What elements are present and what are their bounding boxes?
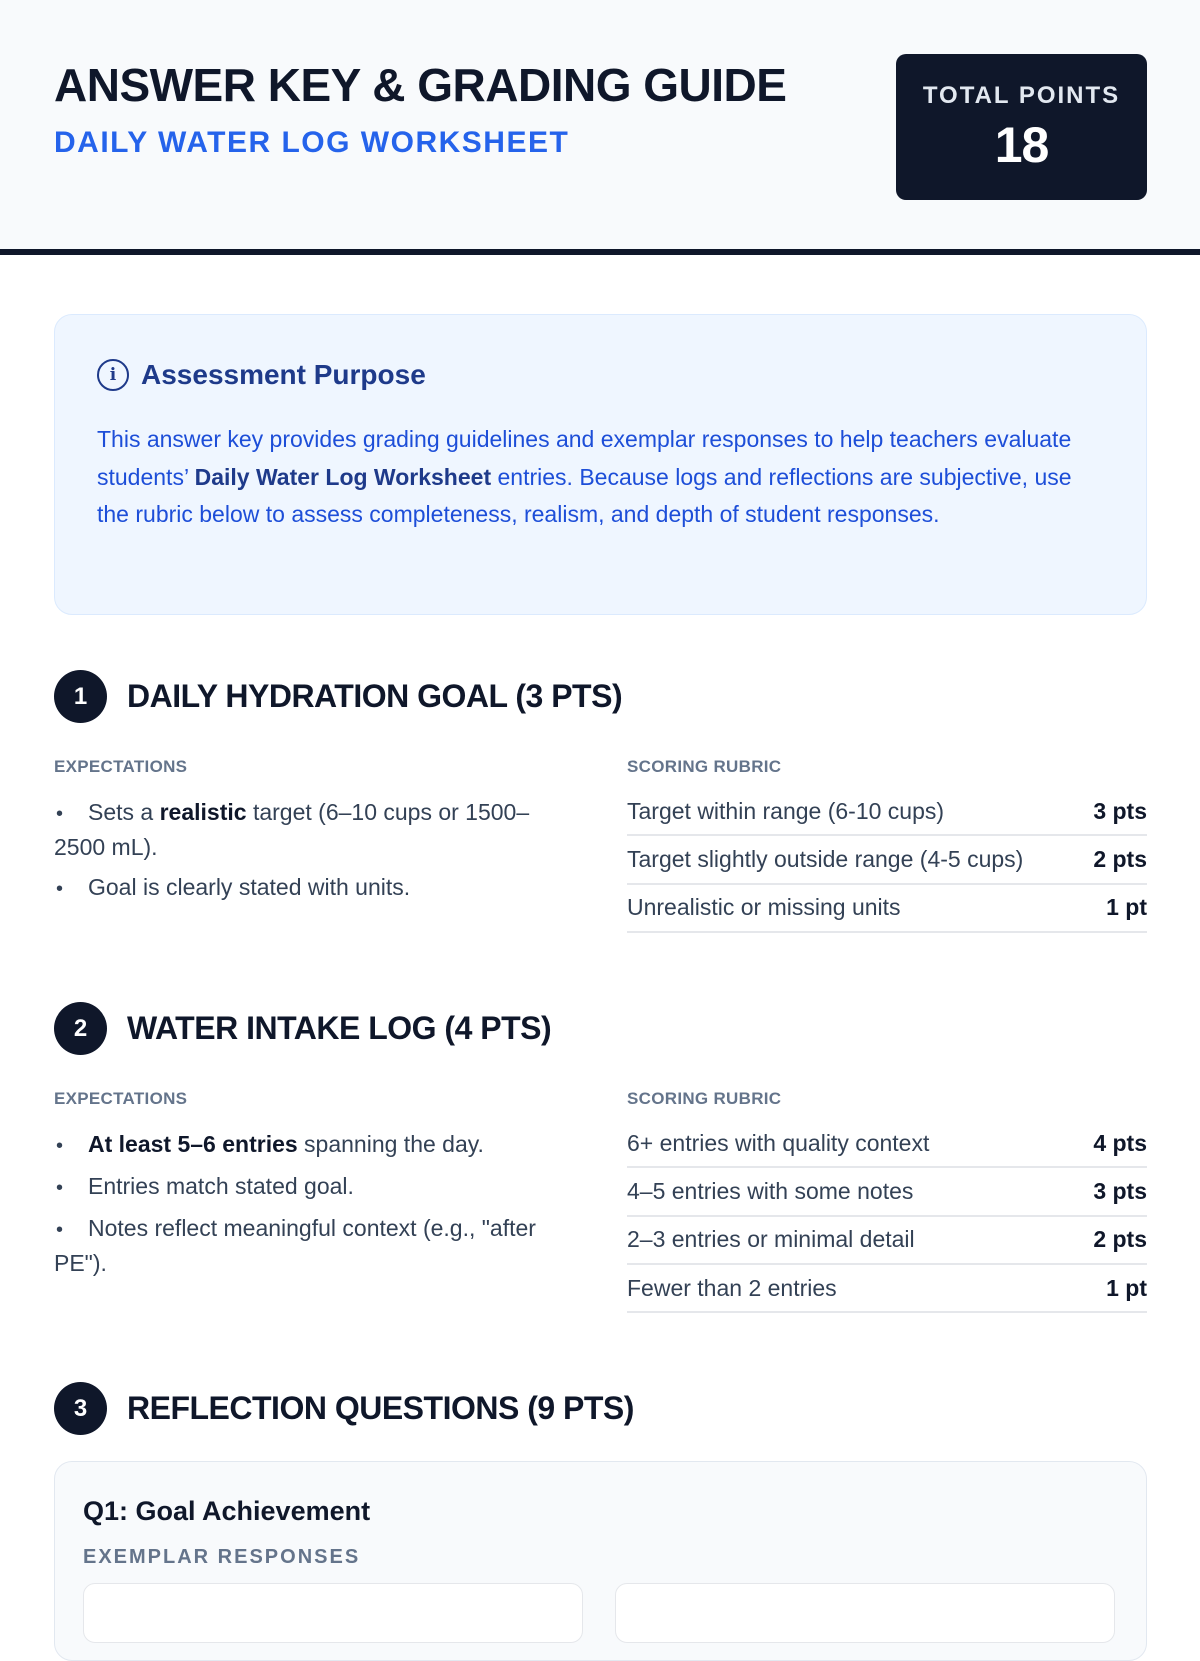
rubric-row (627, 1265, 1147, 1313)
rubric-points: 2 pts (1093, 845, 1147, 872)
rubric-row (627, 1217, 1147, 1265)
purpose-heading (97, 359, 426, 391)
rubric-points: 3 pts (1093, 1177, 1147, 1204)
list-item-text: Sets a (88, 799, 160, 825)
rubric-criterion: Target slightly outside range (4-5 cups) (627, 845, 1024, 872)
scoring-rubric (627, 788, 1147, 933)
page-title: ANSWER KEY & GRADING GUIDE (54, 59, 787, 111)
page-subtitle: DAILY WATER LOG WORKSHEET (54, 126, 570, 159)
rubric-criterion: 2–3 entries or minimal detail (627, 1226, 915, 1253)
section-number-badge: 2 (54, 1002, 107, 1055)
rubric-points: 4 pts (1093, 1129, 1147, 1156)
question-title: Q1: Goal Achievement (83, 1496, 371, 1526)
rubric-points: 1 pt (1106, 894, 1147, 921)
list-item-bold: At least 5–6 entries (88, 1131, 298, 1157)
rubric-row (627, 1120, 1147, 1168)
info-icon: i (97, 359, 129, 391)
rubric-criterion: Fewer than 2 entries (627, 1274, 837, 1301)
rubric-criterion: 4–5 entries with some notes (627, 1177, 914, 1204)
rubric-points: 2 pts (1093, 1226, 1147, 1253)
rubric-criterion: Unrealistic or missing units (627, 894, 901, 921)
section-3-heading (54, 1382, 634, 1435)
section-title: REFLECTION QUESTIONS (9 PTS) (127, 1390, 634, 1426)
rubric-row (627, 836, 1147, 884)
purpose-text (97, 421, 1107, 534)
rubric-label: SCORING RUBRIC (627, 757, 782, 776)
total-points-box (896, 54, 1147, 200)
section-title: DAILY HYDRATION GOAL (3 PTS) (127, 678, 623, 714)
list-item-text: Goal is clearly stated with units. (88, 874, 411, 900)
list-item-text: Entries match stated goal. (88, 1173, 354, 1199)
total-points-value: 18 (994, 117, 1049, 173)
total-points-label: TOTAL POINTS (922, 82, 1121, 109)
purpose-title: Assessment Purpose (141, 359, 426, 390)
rubric-points: 3 pts (1093, 797, 1147, 824)
list-item-text: Notes reflect meaningful context (e.g., "after PE"). (54, 1215, 536, 1276)
page-header (0, 0, 1200, 255)
section-number-badge: 1 (54, 670, 107, 723)
bullet-icon: • (56, 1177, 64, 1199)
list-item (54, 1170, 574, 1205)
list-item-text: target (6–10 cups or 1500–2500 mL). (54, 799, 530, 860)
scoring-rubric (627, 1120, 1147, 1313)
reflection-question-card (54, 1461, 1147, 1661)
expectations-label: EXPECTATIONS (54, 1089, 188, 1108)
expectations-list (54, 796, 574, 913)
purpose-text-part: entries. Because logs and reflections are subjective, use the rubric below to assess completeness, realism, and depth of student responses. (97, 463, 1072, 527)
rubric-points: 1 pt (1106, 1274, 1147, 1301)
rubric-row (627, 885, 1147, 933)
exemplar-responses-label: EXEMPLAR RESPONSES (83, 1546, 361, 1568)
list-item (54, 796, 574, 864)
rubric-criterion: 6+ entries with quality context (627, 1129, 930, 1156)
rubric-row (627, 1168, 1147, 1216)
bullet-icon: • (56, 1219, 64, 1241)
bullet-icon: • (56, 803, 64, 825)
list-item-bold: realistic (159, 799, 247, 825)
list-item-text: spanning the day. (297, 1131, 484, 1157)
section-title: WATER INTAKE LOG (4 PTS) (127, 1010, 552, 1046)
purpose-text-bold: Daily Water Log Worksheet (194, 463, 492, 490)
section-number-badge: 3 (54, 1382, 107, 1435)
list-item (54, 1212, 574, 1280)
section-2-heading (54, 1002, 551, 1055)
list-item (54, 1128, 574, 1163)
rubric-row (627, 788, 1147, 836)
bullet-icon: • (56, 878, 64, 900)
purpose-text-part: This answer key provides grading guidelines and exemplar responses to help teachers evaluate students’ (97, 426, 1072, 490)
rubric-label: SCORING RUBRIC (627, 1089, 782, 1108)
exemplar-panel (83, 1583, 583, 1643)
section-1-heading (54, 670, 622, 723)
expectations-label: EXPECTATIONS (54, 757, 188, 776)
expectations-list (54, 1128, 574, 1287)
rubric-criterion: Target within range (6-10 cups) (627, 797, 945, 824)
bullet-icon: • (56, 1135, 64, 1157)
assessment-purpose-card (54, 314, 1147, 615)
list-item (54, 871, 574, 906)
exemplar-panel (615, 1583, 1115, 1643)
